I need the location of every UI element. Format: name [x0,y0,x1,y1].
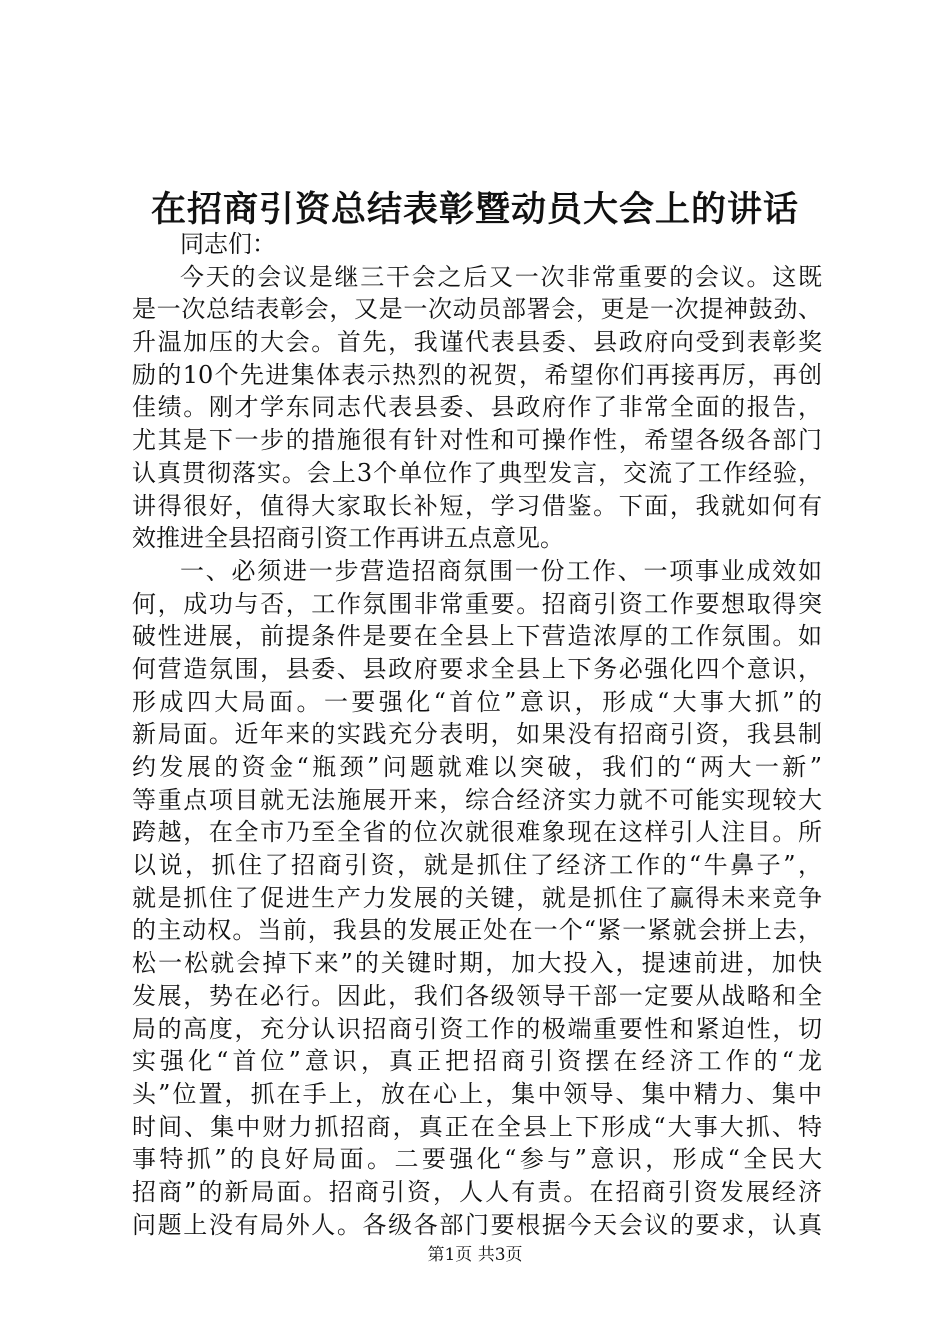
page-footer: 第1页 共3页 [427,1245,523,1265]
text-line: 升温加压的大会。首先，我谨代表县委、县政府向受到表彰奖 [132,328,822,357]
text-line: 今天的会议是继三干会之后又一次非常重要的会议。这既 [180,262,822,291]
text-line: 局的高度，充分认识招商引资工作的极端重要性和紧迫性，切 [132,1014,822,1043]
text-line: 以说，抓住了招商引资，就是抓住了经济工作的“牛鼻子”， [132,851,822,880]
text-line: 破性进展，前提条件是要在全县上下营造浓厚的工作氛围。如 [132,622,822,651]
text-line: 问题上没有局外人。各级各部门要根据今天会议的要求，认真 [132,1210,822,1239]
text-line: 效推进全县招商引资工作再讲五点意见。 [132,524,564,553]
text-line: 佳绩。刚才学东同志代表县委、县政府作了非常全面的报告， [132,393,822,422]
text-line: 尤其是下一步的措施很有针对性和可操作性，希望各级各部门 [132,426,822,455]
text-line: 的主动权。当前，我县的发展正处在一个“紧一紧就会拼上去， [132,916,822,945]
text-line: 事特抓”的良好局面。二要强化“参与”意识，形成“全民大 [132,1145,822,1174]
text-line: 讲得很好，值得大家取长补短，学习借鉴。下面，我就如何有 [132,491,822,520]
text-line: 发展，势在必行。因此，我们各级领导干部一定要从战略和全 [132,981,822,1010]
text-line: 招商”的新局面。招商引资，人人有责。在招商引资发展经济 [132,1177,822,1206]
text-line: 就是抓住了促进生产力发展的关键，就是抓住了赢得未来竞争 [132,883,822,912]
text-line: 新局面。近年来的实践充分表明，如果没有招商引资，我县制 [132,720,822,749]
text-line: 约发展的资金“瓶颈”问题就难以突破，我们的“两大一新” [132,753,822,781]
text-line: 同志们： [180,230,276,258]
document-body [132,228,822,1241]
text-line: 认真贯彻落实。会上3个单位作了典型发言，交流了工作经验， [132,458,822,487]
text-line: 实强化“首位”意识，真正把招商引资摆在经济工作的“龙 [132,1047,822,1076]
text-line: 一、必须进一步营造招商氛围一份工作、一项事业成效如 [180,556,822,585]
text-line: 形成四大局面。一要强化“首位”意识，形成“大事大抓”的 [132,687,822,716]
text-line: 励的10个先进集体表示热烈的祝贺，希望你们再接再厉，再创 [132,360,822,389]
text-line: 时间、集中财力抓招商，真正在全县上下形成“大事大抓、特 [132,1112,822,1141]
text-line: 何营造氛围，县委、县政府要求全县上下务必强化四个意识， [132,654,822,683]
text-line: 是一次总结表彰会，又是一次动员部署会，更是一次提神鼓劲、 [132,295,822,324]
text-line: 头”位置，抓在手上，放在心上，集中领导、集中精力、集中 [132,1079,822,1108]
document-title: 在招商引资总结表彰暨动员大会上的讲话 [150,189,799,230]
text-line: 跨越，在全市乃至全省的位次就很难象现在这样引人注目。所 [132,818,822,847]
text-line: 等重点项目就无法施展开来，综合经济实力就不可能实现较大 [132,785,822,814]
text-line: 何，成功与否，工作氛围非常重要。招商引资工作要想取得突 [132,589,822,618]
text-line: 松一松就会掉下来”的关键时期，加大投入，提速前进，加快 [132,949,822,978]
